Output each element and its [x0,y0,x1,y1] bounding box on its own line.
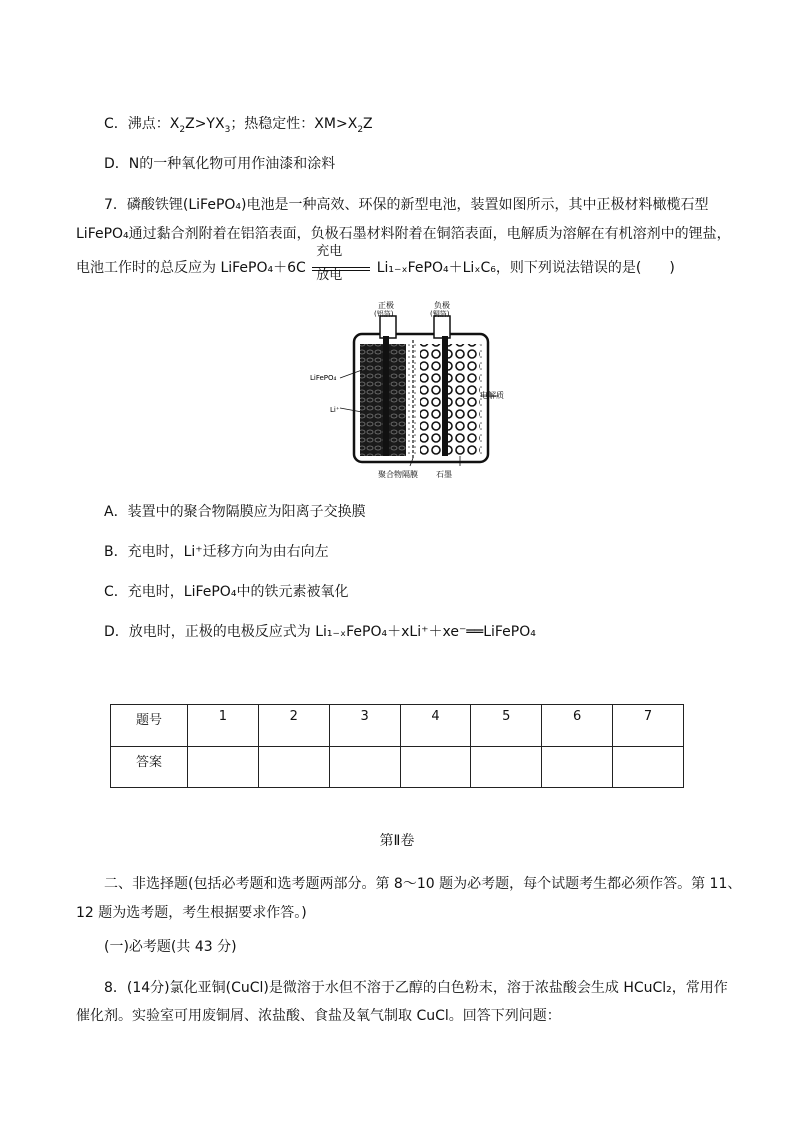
label-graphite: 石墨 [436,470,452,479]
q7-stem-line1: 7．磷酸铁锂(LiFePO₄)电池是一种高效、环保的新型电池，装置如图所示，其中正极材料橄榄石型 [104,197,709,213]
label-lifepo4: LiFePO₄ [310,374,337,382]
q7-stem-line3 [76,244,675,283]
table-cell-number: 5 [471,705,542,747]
table-header-answer: 答案 [111,746,188,788]
answer-cell[interactable] [188,746,259,788]
label-negative-sub: (铜箔) [430,310,450,318]
label-positive: 正极 [378,301,394,310]
q7-option-c: C．充电时，LiFePO₄中的铁元素被氧化 [104,584,349,600]
answer-cell[interactable] [613,746,684,788]
q7-option-b: B．充电时，Li⁺迁移方向为由右向左 [104,544,329,560]
table-cell-number: 1 [188,705,259,747]
q6-sub: 3 [224,124,231,135]
q6-sub: 2 [179,124,186,135]
arrow-label-charge: 充电 [316,244,343,259]
q6-sub: 2 [357,124,364,135]
table-header-question: 题号 [111,705,188,747]
table-cell-number: 3 [329,705,400,747]
q7-equation-left: 电池工作时的总反应为 LiFePO₄＋6C [76,260,306,276]
label-electrolyte: 电解质 [480,391,504,400]
section-intro-line1: 二、非选择题(包括必考题和选考题两部分。第 8～10 题为必考题，每个试题考生都必须作答。第 11、 [104,876,742,892]
answer-cell[interactable] [471,746,542,788]
answer-cell[interactable] [542,746,613,788]
q6-option-c-text2: Z>YX [185,116,225,132]
label-positive-sub: (铝箔) [374,310,394,318]
q6-option-c [104,114,373,140]
q6-option-c-text3: ；热稳定性：XM>X [230,116,358,132]
q6-option-c-text1: C．沸点：X [104,116,180,132]
q6-option-d: D．N的一种氧化物可用作油漆和涂料 [104,156,336,172]
label-membrane: 聚合物隔膜 [378,470,418,479]
q7-equation-right: Li₁₋ₓFePO₄＋LiₓC₆，则下列说法错误的是( ) [376,260,675,276]
table-cell-number: 6 [542,705,613,747]
table-cell-number: 4 [400,705,471,747]
q7-option-a: A．装置中的聚合物隔膜应为阳离子交换膜 [104,504,366,520]
table-cell-number: 7 [613,705,684,747]
section-intro-line2: 12 题为选考题，考生根据要求作答。) [76,905,307,921]
battery-diagram [310,300,510,482]
q6-option-c-text4: Z [363,116,373,132]
answer-cell[interactable] [400,746,471,788]
table-row [111,746,684,788]
section-title: 第Ⅱ卷 [379,833,415,849]
answer-cell[interactable] [258,746,329,788]
q8-line2: 催化剂。实验室可用废铜屑、浓盐酸、食盐及氧气制取 CuCl。回答下列问题： [76,1008,561,1024]
required-header: (一)必考题(共 43 分) [104,939,237,955]
label-li-ion: Li⁺ [330,406,340,414]
reversible-arrow-icon [310,244,372,283]
q8-line1: 8．(14分)氯化亚铜(CuCl)是微溶于水但不溶于乙醇的白色粉末，溶于浓盐酸会生成 HCuCl₂，常用作 [104,980,728,996]
table-row [111,705,684,747]
answer-table [110,704,684,788]
answer-cell[interactable] [329,746,400,788]
q7-option-d: D．放电时，正极的电极反应式为 Li₁₋ₓFePO₄＋xLi⁺＋xe⁻══LiFePO₄ [104,624,536,640]
table-cell-number: 2 [258,705,329,747]
arrow-label-discharge: 放电 [316,268,343,283]
label-negative: 负极 [434,301,450,310]
q7-stem-line2: LiFePO₄通过黏合剂附着在铝箔表面，负极石墨材料附着在铜箔表面，电解质为溶解在有机溶剂中的锂盐， [76,226,731,242]
